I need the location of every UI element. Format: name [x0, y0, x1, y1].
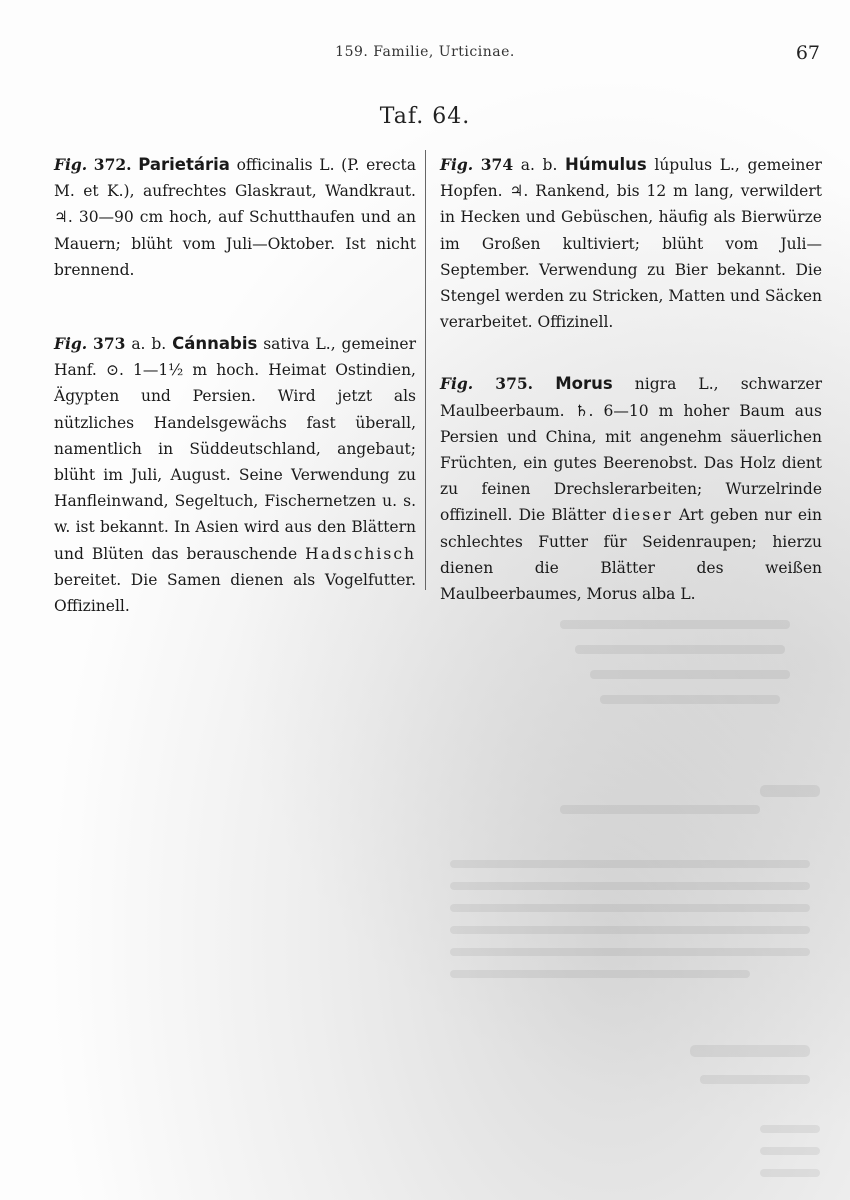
entry-fig-372 — [54, 152, 416, 283]
fig-parts: a. b. — [520, 156, 558, 174]
column-divider — [425, 150, 426, 590]
entry-text: nigra L., schwarzer Maulbeerbaum. ♄. 6—10 m hoher Baum aus Persien und China, mit angenehm säuerlichen Früchten, ein gutes Beerenobst. Das Holz dient zu feinen Drechslerarbeiten; Wurzelrinde offizinell. Die Blätter — [440, 375, 822, 525]
entry-text: officinalis L. (P. erecta M. et K.), aufrechtes Glaskraut, Wandkraut. ♃. 30—90 cm hoch, auf Schutthaufen und an Mauern; blüht vom Juli—Oktober. Ist nicht brennend. — [54, 156, 416, 279]
fig-label: Fig. — [54, 334, 88, 354]
genus-name: Húmulus — [565, 155, 647, 174]
fig-number: 375. — [495, 374, 534, 394]
entry-fig-375 — [440, 371, 822, 607]
fig-label: Fig. — [440, 374, 474, 394]
spaced-word: Hadschisch — [305, 544, 416, 563]
left-column — [54, 152, 416, 655]
fig-parts: a. b. — [131, 335, 167, 354]
entry-fig-374 — [440, 152, 822, 335]
entry-fig-373 — [54, 331, 416, 619]
genus-name: Parietária — [138, 155, 230, 174]
genus-name: Cánnabis — [172, 334, 258, 354]
entry-text: sativa L., gemeiner Hanf. ⊙. 1—1½ m hoch. Heimat Ostindien, Ägypten und Persien. Wird jetzt als nützliches Handelsgewächs fast überall, namentlich in Süddeutschland, angebaut; blüht im Juli, August. Seine Verwendung zu Hanfleinwand, Segeltuch, Fischernetzen u. s. w. ist bekannt. In Asien wird aus den Blättern und Blüten das berauschende — [54, 335, 417, 563]
fig-label: Fig. — [440, 155, 474, 174]
fig-number: 372. — [93, 155, 132, 174]
entry-text: lúpulus L., gemeiner Hopfen. ♃. Rankend, bis 12 m lang, verwildert in Hecken und Gebüschen, häufig als Bierwürze im Großen kultiviert; blüht vom Juli—September. Verwendung zu Bier bekannt. Die Stengel werden zu Stricken, Matten und Säcken verarbeitet. Offizinell. — [440, 156, 822, 332]
right-column — [440, 152, 822, 643]
running-head: 159. Familie, Urticinae. — [335, 44, 515, 60]
spaced-word: dieser — [612, 506, 673, 525]
entry-text-continued: bereitet. Die Samen dienen als Vogelfutter. Offizinell. — [54, 570, 416, 616]
genus-name: Morus — [555, 374, 613, 394]
page-number: 67 — [795, 42, 820, 64]
fig-number: 374 — [480, 155, 514, 174]
fig-number: 373 — [93, 334, 126, 354]
fig-label: Fig. — [54, 155, 88, 174]
plate-title: Taf. 64. — [379, 104, 471, 129]
entry-text-continued: Art geben nur ein schlechtes Futter für Seidenraupen; hierzu dienen die Blätter des weißen Maulbeerbaumes, Morus alba L. — [440, 506, 822, 604]
